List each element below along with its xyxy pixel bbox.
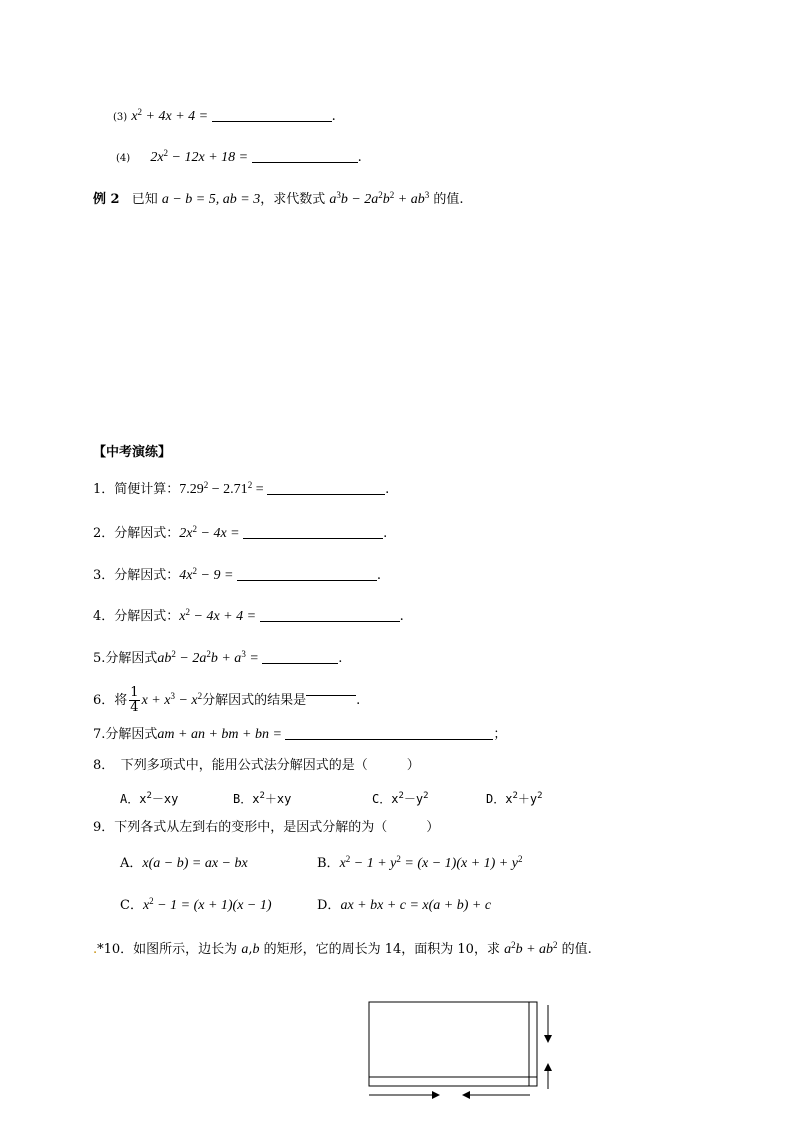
section-title: 【中考演练】 <box>93 445 172 460</box>
exercise-9-option-a[interactable]: A．x(a − b) = ax − bx <box>120 856 248 871</box>
item-4: (4) $2x^2 - 12x + 18$ = . <box>116 148 362 165</box>
example-2-label: 例 2 <box>93 192 120 207</box>
exercise-4-expr: $x^2 - 4x + 4$ = <box>179 607 260 624</box>
answer-blank[interactable] <box>285 726 493 740</box>
fraction-one-quarter: $\frac{1}{4}$ <box>130 685 139 715</box>
exercise-6: 6．将 $\frac{1}{4}$ $x + x^3 - x^2$分解因式的结果是 . <box>93 682 360 714</box>
exercise-5-expr: $ab^2 - 2a^2b + a^3$ = <box>157 649 263 666</box>
arrow-right-icon <box>432 1091 440 1099</box>
exercise-8-option-d[interactable]: D．$x^2+y^2$ <box>486 791 543 806</box>
exercise-1-expr: $7.29^2 - 2.71^2$ = <box>179 480 268 497</box>
exercise-2: 2．分解因式：$2x^2 - 4x$ = . <box>93 524 388 541</box>
item-4-label: (4) <box>116 153 131 164</box>
exercise-9-option-c[interactable]: C．$x^2 - 1 = (x + 1)(x - 1)$ <box>120 896 272 913</box>
item-4-expr: $2x^2 - 12x + 18$ = <box>150 148 252 165</box>
exercise-8-option-c[interactable]: C．$x^2-y^2$ <box>372 791 429 806</box>
exercise-6-expr: $x + x^3 - x^2$ <box>141 691 203 708</box>
answer-blank[interactable] <box>237 567 377 581</box>
arrow-left-icon <box>462 1091 470 1099</box>
exercise-3: 3．分解因式：$4x^2 - 9$ = . <box>93 566 382 583</box>
exercise-8-stem: 8． 下列多项式中，能用公式法分解因式的是（ ） <box>93 758 420 773</box>
rectangle <box>369 1002 537 1086</box>
arrow-down-icon <box>544 1035 552 1043</box>
exercise-8-option-a[interactable]: A．$x^2-xy$ <box>120 791 179 806</box>
exercise-2-expr: $2x^2 - 4x$ = <box>179 524 244 541</box>
exercise-9-stem: 9．下列各式从左到右的变形中，是因式分解的为（ ） <box>93 820 440 835</box>
exercise-1: 1．简便计算：$7.29^2 - 2.71^2$ = . <box>93 480 390 497</box>
exercise-10-text: 10．如图所示，边长为 a,b 的矩形，它的周长为 14，面积为 10，求 $a^2b + ab^2$ 的值. <box>103 940 592 957</box>
exercise-7-expr: am + an + bm + bn = <box>157 727 286 742</box>
answer-blank[interactable] <box>262 650 338 664</box>
example-2-text: 已知 a − b = 5, ab = 3，求代数式 $a^3b - 2a^2b^2 + ab^3$ 的值. <box>131 190 464 207</box>
answer-blank[interactable] <box>260 608 400 622</box>
exercise-8-option-b[interactable]: B．$x^2+xy$ <box>233 791 292 806</box>
exercise-7: 7.分解因式am + an + bm + bn = ； <box>93 727 507 742</box>
rectangle-figure <box>360 965 560 1105</box>
answer-blank[interactable] <box>267 481 385 495</box>
answer-blank[interactable] <box>306 682 356 696</box>
exercise-9-option-d[interactable]: D．ax + bx + c = x(a + b) + c <box>317 898 492 913</box>
answer-blank[interactable] <box>252 149 358 163</box>
exercise-5: 5.分解因式$ab^2 - 2a^2b + a^3$ = . <box>93 649 343 666</box>
item-3-label: (3) <box>113 112 128 123</box>
answer-blank[interactable] <box>243 525 383 539</box>
arrow-up-icon <box>544 1063 552 1071</box>
example-2 <box>93 191 464 209</box>
exercise-4: 4．分解因式：$x^2 - 4x + 4$ = . <box>93 607 404 624</box>
exercise-3-expr: $4x^2 - 9$ = <box>179 566 237 583</box>
marker-dot: . <box>93 942 98 957</box>
exercise-10: .*10．如图所示，边长为 a,b 的矩形，它的周长为 14，面积为 10，求 $a^2b + ab^2$ 的值. <box>93 940 592 957</box>
answer-blank[interactable] <box>212 108 332 122</box>
item-3: (3) $x^2 + 4x + 4$ = . <box>113 107 336 124</box>
item-3-expr: $x^2 + 4x + 4$ = <box>131 107 212 124</box>
exercise-9-option-b[interactable]: B．$x^2 - 1 + y^2 = (x - 1)(x + 1) + y^2$ <box>317 854 523 871</box>
